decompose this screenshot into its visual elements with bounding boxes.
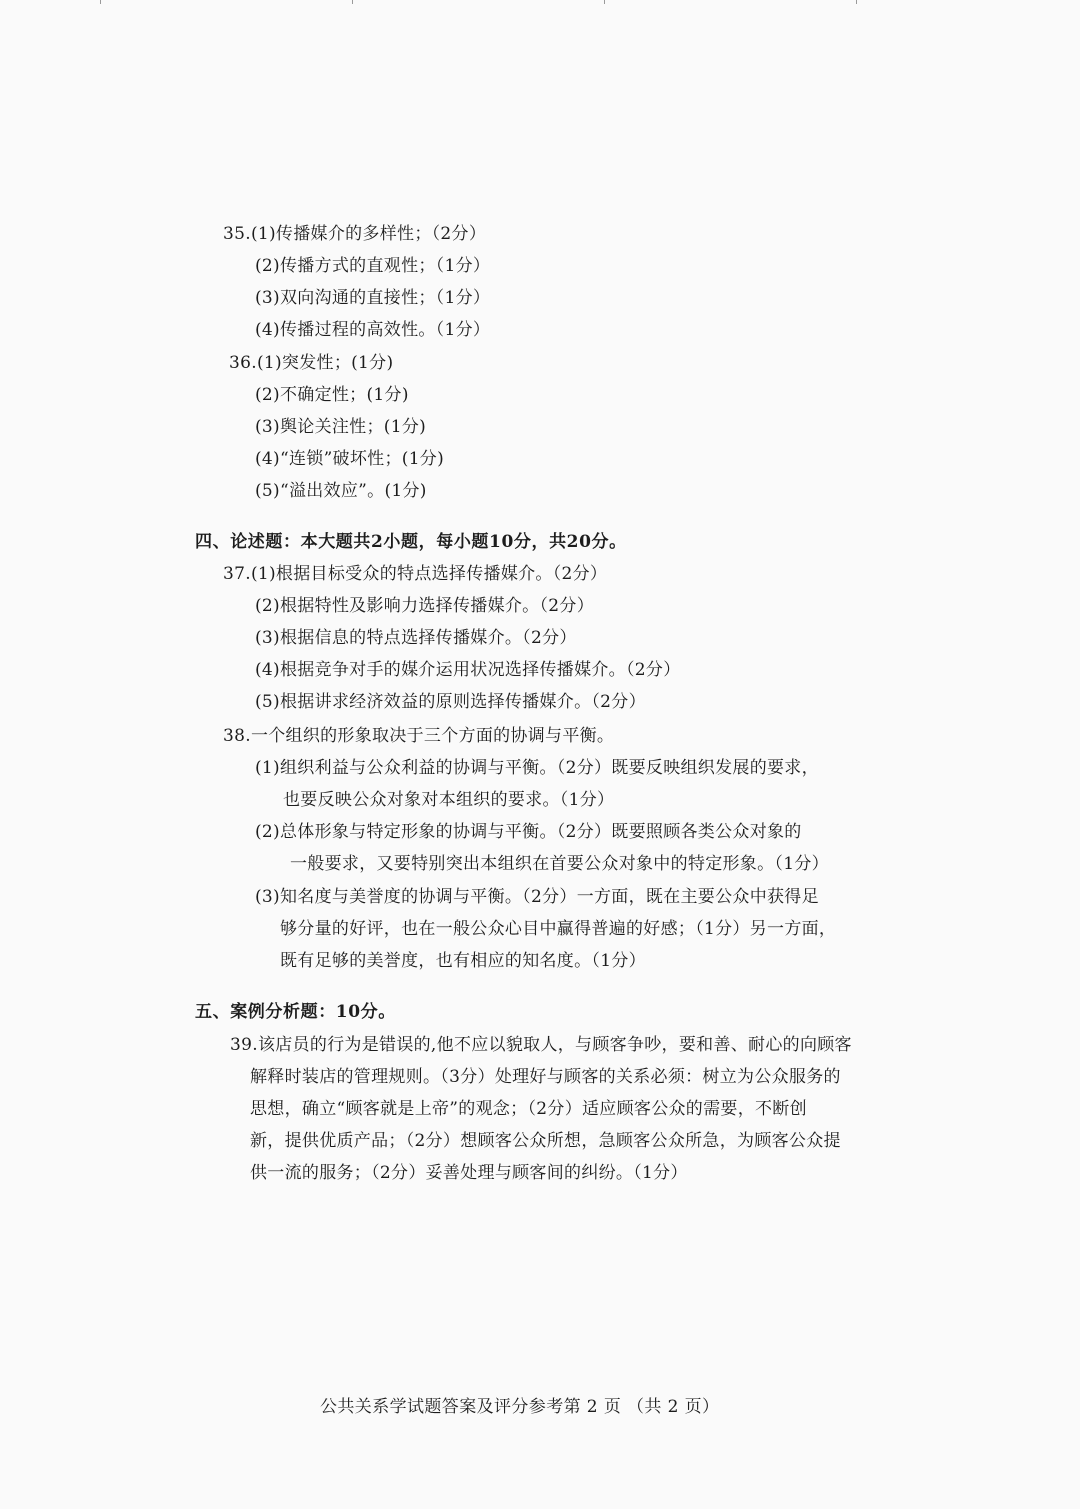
q39-number: 39. <box>230 1035 258 1055</box>
q37-item-5: (5)根据讲求经济效益的原则选择传播媒介。（2分） <box>255 692 646 712</box>
q39-line-2: 解释时装店的管理规则。（3分）处理好与顾客的关系必须：树立为公众服务的 <box>250 1067 841 1087</box>
q38-point-3-line-1: (3)知名度与美誉度的协调与平衡。（2分）一方面，既在主要公众中获得足 <box>255 887 819 907</box>
q36-item-1: 36.(1)突发性；(1分) <box>229 353 394 373</box>
scan-mark <box>100 0 101 4</box>
q39-line-1: 39.该店员的行为是错误的,他不应以貌取人，与顾客争吵，要和善、耐心的向顾客 <box>230 1035 852 1055</box>
q39-line-3: 思想，确立“顾客就是上帝”的观念；（2分）适应顾客公众的需要，不断创 <box>250 1099 807 1119</box>
q38-intro: 38.一个组织的形象取决于三个方面的协调与平衡。 <box>223 726 615 746</box>
scan-mark <box>856 0 857 4</box>
q35-item-2: (2)传播方式的直观性；（1分） <box>255 256 491 276</box>
q35-item-3: (3)双向沟通的直接性；（1分） <box>255 288 491 308</box>
q37-item-2: (2)根据特性及影响力选择传播媒介。（2分） <box>255 596 594 616</box>
q38-point-3-line-2: 够分量的好评，也在一般公众心目中赢得普遍的好感；（1分）另一方面， <box>280 919 837 939</box>
q39-line-4: 新，提供优质产品；（2分）想顾客公众所想，急顾客公众所急，为顾客公众提 <box>250 1131 841 1151</box>
q39-line-5: 供一流的服务；（2分）妥善处理与顾客间的纠纷。（1分） <box>250 1163 688 1183</box>
q37-item-1: 37.(1)根据目标受众的特点选择传播媒介。（2分） <box>223 564 608 584</box>
section-4-heading: 四、论述题：本大题共2小题，每小题10分，共20分。 <box>195 532 627 552</box>
q38-point-3-line-3: 既有足够的美誉度，也有相应的知名度。（1分） <box>280 951 646 971</box>
q37-number: 37. <box>223 564 251 584</box>
q35-item-4: (4)传播过程的高效性。（1分） <box>255 320 491 340</box>
q36-item-4: (4)“连锁”破坏性；(1分) <box>255 449 445 469</box>
q38-number: 38. <box>223 726 251 746</box>
q35-item-1: 35.(1)传播媒介的多样性；（2分） <box>223 224 487 244</box>
q37-item-3: (3)根据信息的特点选择传播媒介。（2分） <box>255 628 577 648</box>
q36-item-3: (3)舆论关注性；(1分) <box>255 417 427 437</box>
section-5-heading: 五、案例分析题：10分。 <box>195 1002 396 1022</box>
q38-point-1-line-1: (1)组织利益与公众利益的协调与平衡。（2分）既要反映组织发展的要求， <box>255 758 819 778</box>
scan-mark <box>352 0 353 4</box>
q38-point-2-line-2: 一般要求，又要特别突出本组织在首要公众对象中的特定形象。（1分） <box>290 854 829 874</box>
q37-item-4: (4)根据竞争对手的媒介运用状况选择传播媒介。（2分） <box>255 660 681 680</box>
page-footer: 公共关系学试题答案及评分参考第 2 页 （共 2 页） <box>320 1397 720 1417</box>
q38-point-2-line-1: (2)总体形象与特定形象的协调与平衡。（2分）既要照顾各类公众对象的 <box>255 822 802 842</box>
q36-item-5: (5)“溢出效应”。(1分) <box>255 481 427 501</box>
q35-number: 35. <box>223 224 251 244</box>
q36-number: 36. <box>229 353 257 373</box>
q38-point-1-line-2: 也要反映公众对象对本组织的要求。（1分） <box>283 790 615 810</box>
q36-item-2: (2)不确定性；(1分) <box>255 385 409 405</box>
scan-mark <box>604 0 605 4</box>
